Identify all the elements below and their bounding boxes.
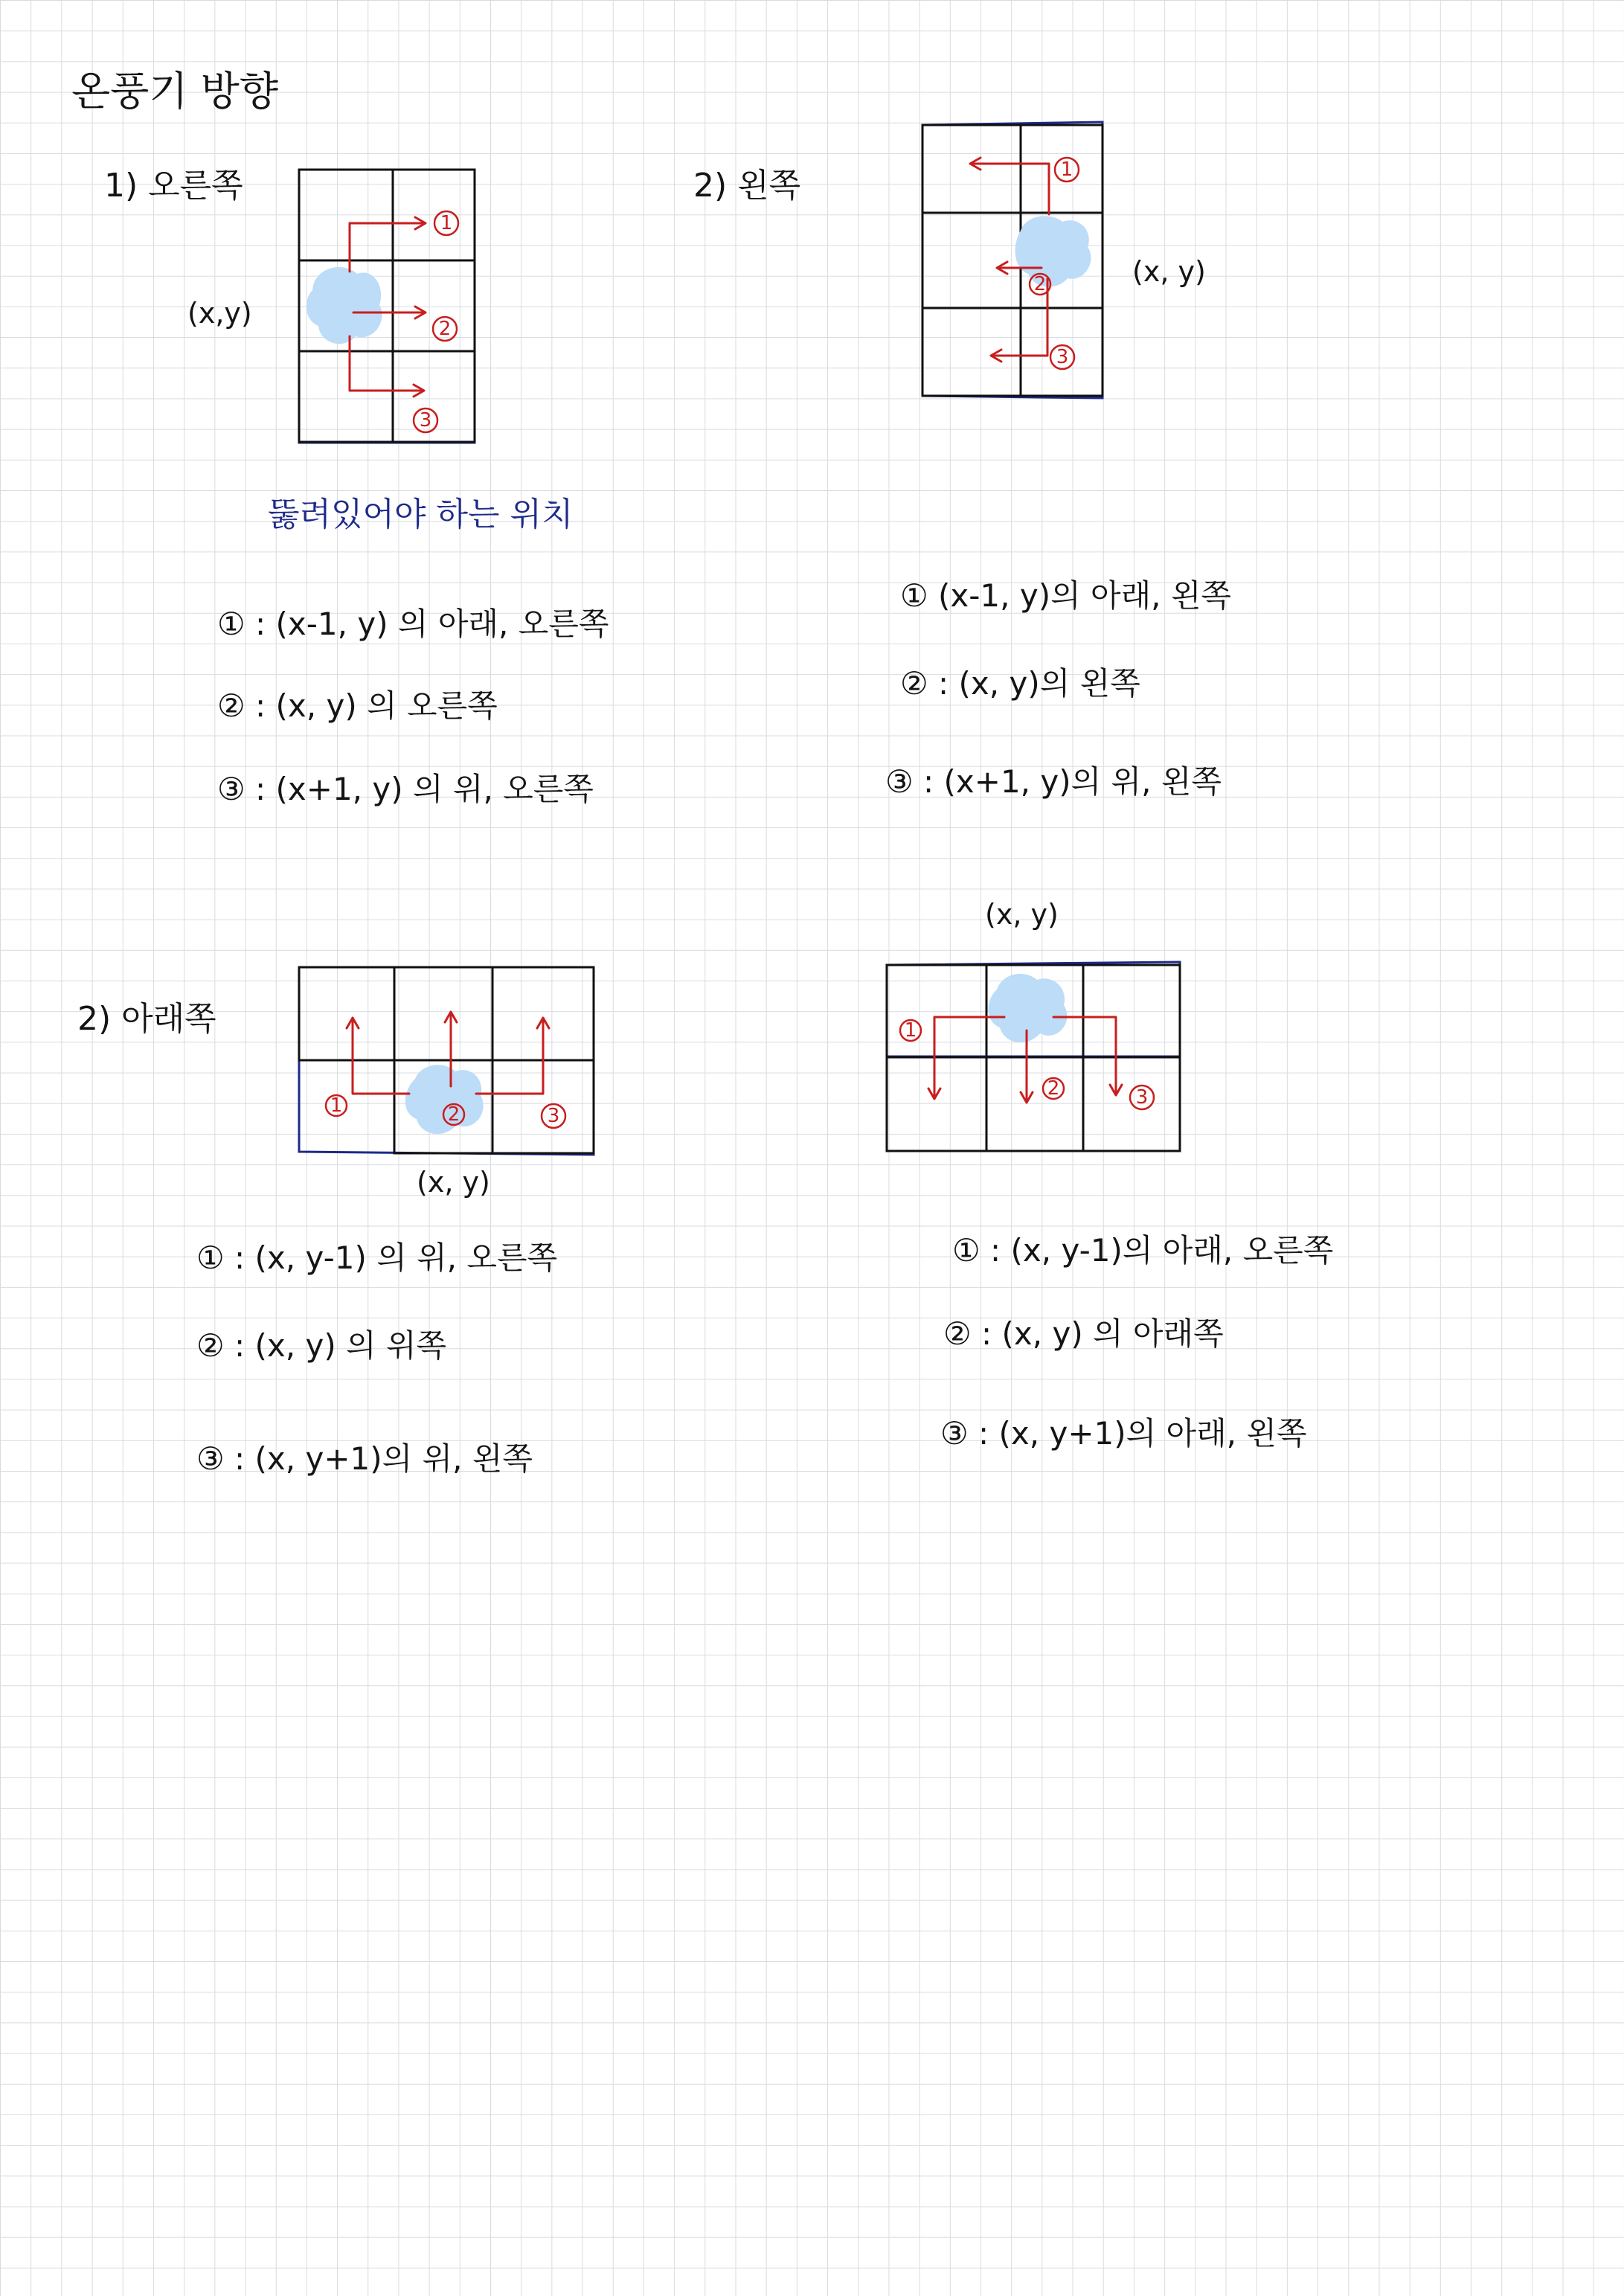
grid-cell xyxy=(922,308,1021,396)
arrow-1 xyxy=(970,158,1049,214)
grid-cell xyxy=(887,1057,986,1151)
line-number: ② xyxy=(900,665,928,702)
line-text: : (x+1, y) 의 위, 오른쪽 xyxy=(255,771,594,807)
coord-label-down: (x, y) xyxy=(985,898,1059,931)
line-text: : (x, y+1)의 위, 왼쪽 xyxy=(234,1440,533,1477)
arrow-1 xyxy=(347,1018,409,1094)
coord-label-up: (x, y) xyxy=(417,1166,490,1199)
line-number: ③ xyxy=(940,1415,969,1452)
line-number: ② xyxy=(943,1315,972,1352)
marker-3-label: 3 xyxy=(547,1105,560,1127)
marker-1-label: 1 xyxy=(330,1094,343,1117)
down-line-2 xyxy=(943,1315,1224,1352)
left-line-3 xyxy=(885,763,1222,800)
page-title: 온풍기 방향 xyxy=(71,68,278,115)
line-text: (x-1, y)의 아래, 왼쪽 xyxy=(938,577,1231,614)
line-text: : (x, y-1)의 아래, 오른쪽 xyxy=(990,1232,1334,1269)
left-line-2 xyxy=(900,665,1140,702)
marker-3-label: 3 xyxy=(1135,1086,1149,1109)
grid-cell xyxy=(394,967,492,1060)
down-line-3 xyxy=(940,1415,1307,1452)
arrow-1 xyxy=(350,217,426,272)
line-number: ③ xyxy=(196,1440,225,1477)
line-text: : (x, y) 의 오른쪽 xyxy=(255,687,498,724)
diagram-left xyxy=(915,119,1116,409)
up-line-1 xyxy=(196,1242,557,1274)
section-heading-right: 1) 오른쪽 xyxy=(104,167,243,205)
marker-3-label: 3 xyxy=(419,409,432,432)
marker-2-label: 2 xyxy=(447,1103,460,1126)
line-text: : (x, y)의 왼쪽 xyxy=(938,665,1140,702)
marker-2-label: 2 xyxy=(438,318,452,340)
note-open-positions: 뚫려있어야 하는 위치 xyxy=(268,496,574,533)
up-line-2 xyxy=(196,1327,447,1364)
up-line-3 xyxy=(196,1440,533,1477)
line-number: ① xyxy=(217,606,245,642)
line-text: : (x-1, y) 의 아래, 오른쪽 xyxy=(255,606,609,642)
section-heading-left: 2) 왼쪽 xyxy=(693,167,801,205)
line-number: ② xyxy=(196,1327,225,1364)
grid-cell xyxy=(299,967,394,1060)
diagram-right xyxy=(290,164,498,454)
marker-1-label: 1 xyxy=(1060,158,1073,181)
grid-cell xyxy=(299,170,393,260)
diagram-down xyxy=(878,956,1190,1164)
grid-cell xyxy=(299,351,393,442)
marker-1-label: 1 xyxy=(904,1019,917,1042)
line-number: ① xyxy=(900,577,928,614)
grid-cell xyxy=(393,170,475,260)
grid-cell xyxy=(986,1057,1083,1151)
arrow-3 xyxy=(476,1018,549,1094)
line-number: ③ xyxy=(217,771,245,807)
grid-cell xyxy=(1083,965,1180,1057)
line-number: ③ xyxy=(885,763,914,800)
line-text: : (x, y) 의 위쪽 xyxy=(234,1327,447,1364)
heater-blob xyxy=(306,267,382,344)
arrow-3 xyxy=(350,336,424,397)
diagram-up xyxy=(290,960,603,1168)
grid-cell xyxy=(887,965,986,1057)
right-line-3 xyxy=(217,771,594,807)
coord-label-right: (x,y) xyxy=(187,297,252,330)
down-line-1 xyxy=(952,1232,1334,1269)
line-number: ① xyxy=(196,1240,225,1276)
right-line-2 xyxy=(217,687,498,724)
line-number: ② xyxy=(217,687,245,724)
line-text: : (x, y) 의 아래쪽 xyxy=(981,1315,1224,1352)
marker-3-label: 3 xyxy=(1056,346,1069,368)
grid-cell xyxy=(922,213,1021,308)
right-line-1 xyxy=(217,606,609,642)
grid-cell xyxy=(922,125,1021,213)
left-line-1 xyxy=(900,577,1231,614)
line-text: : (x, y+1)의 아래, 왼쪽 xyxy=(978,1415,1307,1452)
coord-label-left: (x, y) xyxy=(1132,255,1206,288)
heater-blob xyxy=(1015,216,1091,286)
marker-2-label: 2 xyxy=(1047,1077,1060,1100)
grid-cell xyxy=(393,260,475,351)
line-text: : (x+1, y)의 위, 왼쪽 xyxy=(923,763,1222,800)
heater-blob xyxy=(405,1065,484,1134)
section-heading-up: 2) 아래쪽 xyxy=(77,1000,216,1038)
line-number: ① xyxy=(952,1232,981,1269)
marker-1-label: 1 xyxy=(440,212,453,234)
marker-2-label: 2 xyxy=(1033,273,1047,295)
line-text: : (x, y-1) 의 위, 오른쪽 xyxy=(234,1240,558,1276)
